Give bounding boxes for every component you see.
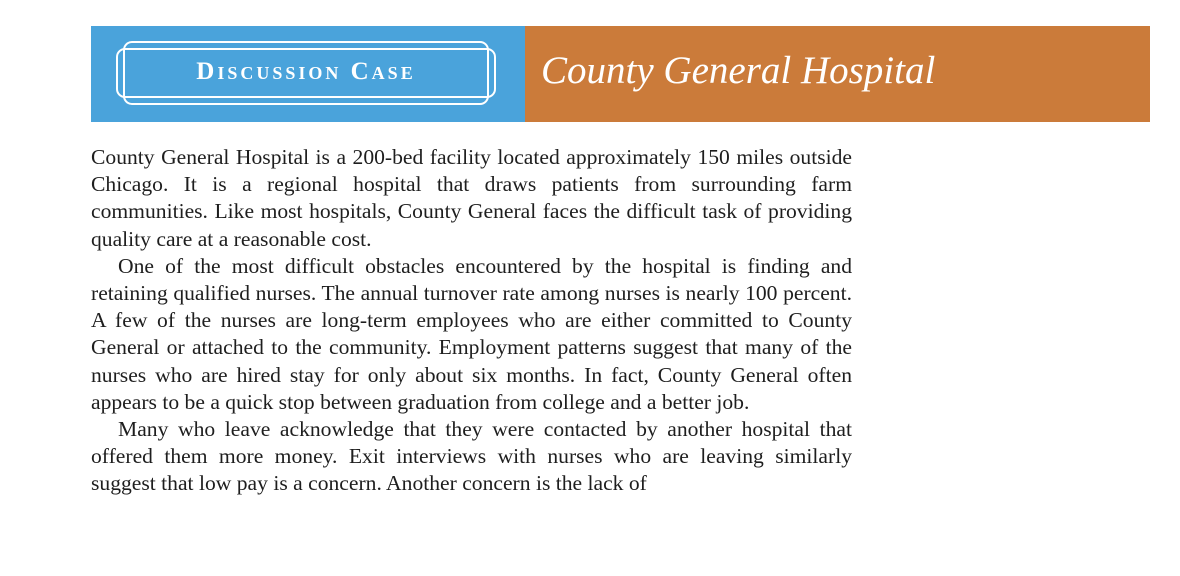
case-title-panel [525,26,1150,122]
case-banner [91,26,1150,122]
case-label-frame [123,41,489,105]
paragraph-2: One of the most difficult obstacles encountered by the hospital is finding and retaining qualified nurses. The annual turnover rate among nurses is nearly 100 percent. A few of the nurses are long-term employees who are either committed to County General or attached to the community. Employment patterns suggest that many of the nurses who are hired stay for only about six months. In fact, County General often appears to be a quick stop between graduation from college and a better job. [91,253,852,414]
paragraph-3: Many who leave acknowledge that they were contacted by another hospital that offered them more money. Exit interviews with nurses who are leaving similarly suggest that low pay is a concern. Another concern is the lack of [91,417,852,496]
case-label: Discussion Case [196,58,416,85]
paragraph-1: County General Hospital is a 200-bed facility located approximately 150 miles outside Chicago. It is a regional hospital that draws patients from surrounding farm communities. Like most hospitals, County General faces the difficult task of providing quality care at a reasonable cost. [91,145,852,251]
case-body [91,144,852,498]
case-title: County General Hospital [541,49,936,92]
case-label-panel [91,26,525,122]
